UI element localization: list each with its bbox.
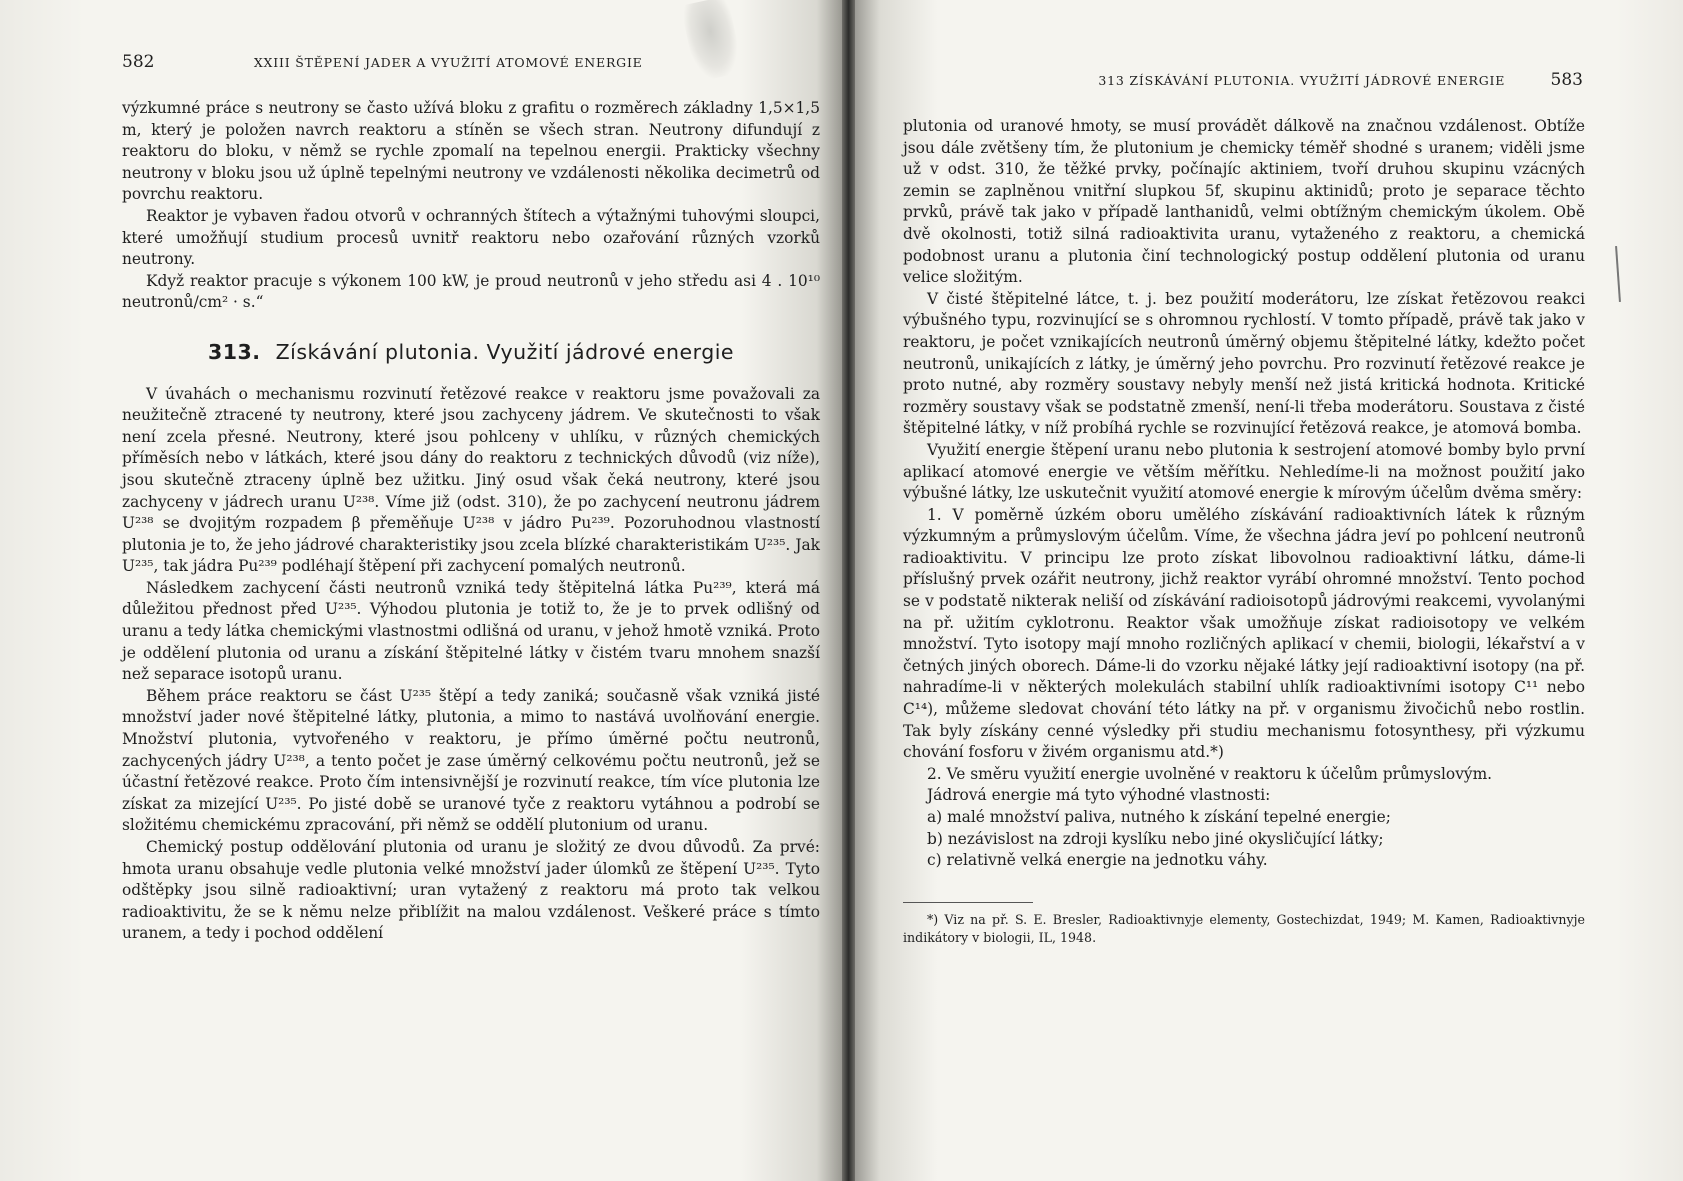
footnote-rule bbox=[903, 902, 1033, 903]
section-number: 313. bbox=[207, 339, 261, 364]
pencil-margin-mark bbox=[1615, 246, 1621, 302]
running-head-title-left: XXIII ŠTĚPENÍ JADER A VYUŽITÍ ATOMOVÉ ENERGIE bbox=[253, 55, 643, 70]
paragraph: výzkumné práce s neutrony se často užívá bloku z grafitu o rozměrech základny 1,5×1,5 m, který je položen navrch reaktoru a stíněn se všech stran. Neutrony difundují z reaktoru do bloku, v němž se rychle zpomalí na tepelnou energii. Prakticky všechny neutrony v bloku jsou už úplně tepelnými neutrony ve vzdálenosti několika decimetrů od povrchu reaktoru. bbox=[122, 99, 820, 204]
page-number-right: 583 bbox=[1550, 70, 1583, 90]
running-head-right bbox=[903, 70, 1583, 90]
right-page bbox=[855, 0, 1683, 1181]
paragraph: Následkem zachycení části neutronů vzniká tedy štěpitelná látka Pu²³⁹, která má důležitou přednost před U²³⁵. Výhodou plutonia je totiž to, že je to prvek odlišný od uranu a tedy látka chemickými vlastnostmi odlišná od uranu, v jehož hmotě vzniká. Proto je oddělení plutonia od uranu a získání štěpitelné látky v čistém tvaru mnohem snazší než separace isotopů uranu. bbox=[122, 578, 820, 684]
paragraph: Využití energie štěpení uranu nebo plutonia k sestrojení atomové bomby bylo první aplikací atomové energie ve větším měřítku. Nehledíme-li na možnost použití jako výbušné látky, lze uskutečnit využití atomové energie k mírovým účelům dvěma směry: bbox=[903, 440, 1585, 503]
list-item: 1. V poměrně úzkém oboru umělého získávání radioaktivních látek k různým výzkumným a průmyslovým účelům. Víme, že všechna jádra jeví po pohlcení neutronů radioaktivitu. V principu lze proto získat libovolnou radioaktivní látku, dáme-li příslušný prvek ozářit neutrony, jichž reaktor vyrábí ohromné množství. Tento pochod se v podstatě nikterak neliší od získávání radioisotopů jádrovými reakcemi, vyvolanými na př. užitím cyklotronu. Reaktor však umožňuje získat radioisotopy ve velkém množství. Tyto isotopy mají mnoho rozličných aplikací v chemii, biologii, lékařství a v četných jiných oborech. Dáme-li do vzorku nějaké látky její radioaktivní isotopy (na př. nahradíme-li v některých molekulách stabilní uhlík radioaktivními isotopy C¹¹ nebo C¹⁴), můžeme sledovat chování této látky na př. v organismu živočichů nebo rostlin. Tak byly získány cenné výsledky při studiu mechanismu fotosynthesy, při výzkumu chování fosforu v živém organismu atd.*) bbox=[903, 505, 1585, 762]
paragraph: Během práce reaktoru se část U²³⁵ štěpí a tedy zaniká; současně však vzniká jisté množství jader nové štěpitelné látky, plutonia, a mimo to nastává uvolňování energie. Množství plutonia, vytvořeného v reaktoru, je přímo úměrné počtu neutronů, zachycených jádry U²³⁸, a tento počet je zase úměrný celkovému počtu neutronů, jež se účastní řetězové reakce. Proto čím intensivnější je rozvinutí reakce, tím více plutonia lze získat za mizející U²³⁵. Po jisté době se uranové tyče z reaktoru vytáhnou a podrobí se složitému chemickému zpracování, při němž se oddělí plutonium od uranu. bbox=[122, 686, 820, 835]
list-item: c) relativně velká energie na jednotku váhy. bbox=[927, 851, 1268, 870]
list-item: 2. Ve směru využití energie uvolněné v reaktoru k účelům průmyslovým. bbox=[927, 764, 1493, 783]
page-number-left: 582 bbox=[122, 52, 155, 72]
running-head-title-right: 313 ZÍSKÁVÁNÍ PLUTONIA. VYUŽITÍ JÁDROVÉ ENERGIE bbox=[1098, 73, 1506, 88]
paragraph: plutonia od uranové hmoty, se musí provádět dálkově na značnou vzdálenost. Obtíže jsou dále zvětšeny tím, že plutonium je chemicky téměř shodné s uranem; viděli jsme už v odst. 310, že těžké prvky, počínajíc aktiniem, tvoří druhou skupinu vzácných zemin se zaplněnou vnitřní slupkou 5f, skupinu aktinidů; proto je separace těchto prvků, právě tak jako v případě lanthanidů, velmi obtížným chemickým úkolem. Obě dvě okolnosti, totiž silná radioaktivita uranu, vytaženého z reaktoru, a chemická podobnost uranu a plutonia činí technologický postup oddělení plutonia od uranu velice složitým. bbox=[903, 117, 1585, 287]
paragraph: Chemický postup oddělování plutonia od uranu je složitý ze dvou důvodů. Za prvé: hmota uranu obsahuje vedle plutonia velké množství jader úlomků ze štěpení U²³⁵. Tyto odštěpky jsou silně radioaktivní; uran vytažený z reaktoru má proto tak velkou radioaktivitu, že se k němu nelze přiblížit na malou vzdálenost. Veškeré práce s tímto uranem, a tedy i pochod oddělení bbox=[122, 838, 820, 943]
footnote-text: *) Viz na př. S. E. Bresler, Radioaktivnyje elementy, Gostechizdat, 1949; M. Kamen, Radioaktivnyje indikátory v biologii, IL, 1948. bbox=[903, 911, 1585, 945]
running-head-left bbox=[122, 52, 742, 72]
footnote bbox=[903, 911, 1585, 947]
section-heading bbox=[122, 339, 820, 364]
paragraph: Reaktor je vybaven řadou otvorů v ochranných štítech a výtažnými tuhovými sloupci, které umožňují studium procesů uvnitř reaktoru nebo ozařování různých vzorků neutrony. bbox=[122, 206, 820, 269]
left-page-body bbox=[122, 98, 820, 945]
paragraph: Jádrová energie má tyto výhodné vlastnosti: bbox=[927, 786, 1271, 805]
properties-list bbox=[903, 807, 1585, 872]
list-item: b) nezávislost na zdroji kyslíku nebo jiné okysličující látky; bbox=[927, 829, 1384, 848]
uses-list bbox=[903, 505, 1585, 786]
right-page-body bbox=[903, 116, 1585, 872]
paragraph: V úvahách o mechanismu rozvinutí řetězové reakce v reaktoru jsme považovali za neužitečně ztracené ty neutrony, které jsou zachyceny jádrem. Ve skutečnosti to však není zcela přesné. Neutrony, které jsou pohlceny v uhlíku, v různých chemických příměsích nebo v látkách, které jsou dány do reaktoru z technických důvodů (viz níže), jsou skutečně ztraceny úplně bez užitku. Jiný osud však čeká neutrony, které jsou zachyceny v jádrech uranu U²³⁸. Víme již (odst. 310), že po zachycení neutronu jádrem U²³⁸ se dvojitým rozpadem β přeměňuje U²³⁸ v jádro Pu²³⁹. Pozoruhodnou vlastností plutonia je to, že jeho jádrové charakteristiky jsou zcela blízké charakteristikám U²³⁵. Jak U²³⁵, tak jádra Pu²³⁹ podléhají štěpení při zachycení pomalých neutronů. bbox=[122, 384, 820, 576]
section-title: Získávání plutonia. Využití jádrové energie bbox=[275, 339, 735, 364]
book-gutter bbox=[842, 0, 855, 1181]
paragraph: V čisté štěpitelné látce, t. j. bez použití moderátoru, lze získat řetězovou reakci výbušného typu, rozvinující se s ohromnou rychlostí. V tomto případě, právě tak jako v reaktoru, je počet vznikajících neutronů úměrný objemu štěpitelné látky, kdežto počet neutronů, unikajících z látky, je úměrný jeho povrchu. Pro rozvinutí řetězové reakce je proto nutné, aby rozměry soustavy nebyly menší než jistá kritická hodnota. Kritické rozměry soustavy však se podstatně zmenší, není-li třeba moderátoru. Soustava z čisté štěpitelné látky, v níž probíhá rychle se rozvinující řetězová reakce, je atomová bomba. bbox=[903, 289, 1585, 438]
paragraph: Když reaktor pracuje s výkonem 100 kW, je proud neutronů v jeho středu asi 4 . 10¹⁰ neutronů/cm² · s.“ bbox=[122, 271, 820, 312]
list-item: a) malé množství paliva, nutného k získání tepelné energie; bbox=[927, 808, 1391, 826]
